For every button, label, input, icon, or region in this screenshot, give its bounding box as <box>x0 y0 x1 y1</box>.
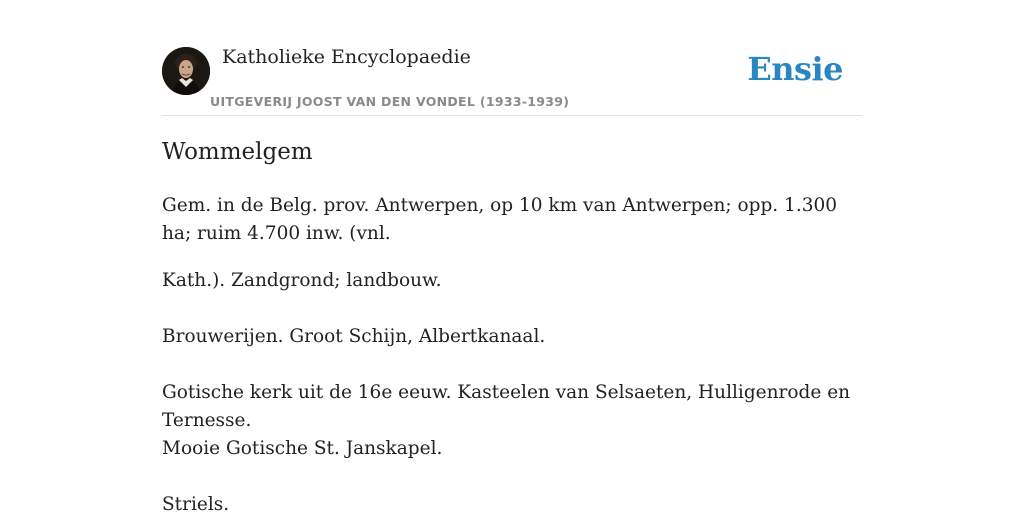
article-paragraph: Kath.). Zandgrond; landbouw. <box>162 270 442 291</box>
publisher-subtitle: UITGEVERIJ JOOST VAN DEN VONDEL (1933-1939) <box>210 94 570 109</box>
page-container <box>162 0 862 515</box>
brand-logo-link[interactable]: Ensie <box>747 50 843 88</box>
publication-avatar[interactable] <box>162 47 210 95</box>
portrait-icon <box>162 47 210 95</box>
article-paragraph: Gotische kerk uit de 16e eeuw. Kasteelen van Selsaeten, Hulligenrode en Ternesse. <box>162 382 851 431</box>
publication-header <box>162 0 862 116</box>
article-paragraph: Gem. in de Belg. prov. Antwerpen, op 10 km van Antwerpen; opp. 1.300 ha; ruim 4.700 inw. (vnl. <box>162 195 838 244</box>
article-title: Wommelgem <box>162 139 313 165</box>
article-paragraph: Striels. <box>162 494 230 515</box>
publication-title[interactable]: Katholieke Encyclopaedie <box>222 46 471 68</box>
article-paragraph: Mooie Gotische St. Janskapel. <box>162 438 443 459</box>
article-paragraph: Brouwerijen. Groot Schijn, Albertkanaal. <box>162 326 546 347</box>
